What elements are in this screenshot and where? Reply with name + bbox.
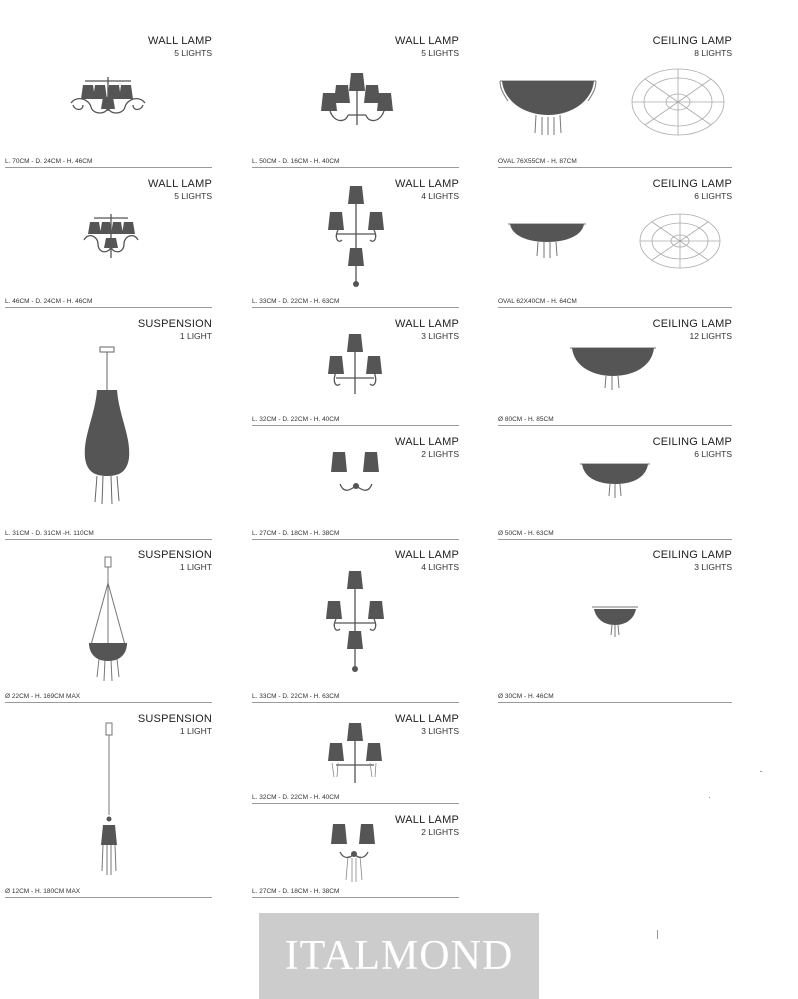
product-light-count: 6 LIGHTS: [694, 449, 732, 459]
product-wall-lamp-4a: [252, 178, 459, 308]
divider: [498, 307, 732, 308]
brand-logo: [259, 913, 539, 999]
product-title: CEILING LAMP: [652, 549, 732, 561]
product-title: WALL LAMP: [395, 318, 459, 330]
product-suspension-cone: [5, 713, 212, 898]
wall-lamp-3-crystal-icon: [328, 721, 382, 787]
product-light-count: 8 LIGHTS: [694, 48, 732, 58]
product-dimensions: OVAL 76X55CM - H. 87CM: [498, 158, 577, 165]
ceiling-lamp-oval-icon: [506, 218, 588, 258]
product-dimensions: L. 31CM - D. 31CM -H. 110CM: [5, 530, 94, 537]
product-ceiling-lamp-12: [498, 318, 732, 426]
product-title: WALL LAMP: [148, 178, 212, 190]
product-title: SUSPENSION: [137, 713, 212, 725]
divider: [5, 539, 212, 540]
speck-mark: [760, 771, 762, 772]
suspension-bowl-icon: [85, 555, 131, 685]
divider: [252, 539, 459, 540]
suspension-bell-icon: [83, 346, 131, 506]
divider: [498, 702, 732, 703]
brand-name: ITALMOND: [284, 933, 514, 979]
product-dimensions: L. 27CM - D. 18CM - H. 38CM: [252, 530, 340, 537]
product-ceiling-lamp-oval-6: [498, 178, 732, 308]
product-wall-lamp-2b: [252, 814, 459, 898]
product-wall-lamp-2a: [252, 436, 459, 540]
product-light-count: 1 LIGHT: [179, 562, 212, 572]
product-dimensions: Ø 22CM - H. 169CM MAX: [5, 693, 81, 700]
product-light-count: 2 LIGHTS: [421, 449, 459, 459]
divider: [498, 167, 732, 168]
product-title: WALL LAMP: [395, 178, 459, 190]
product-suspension-bowl: [5, 549, 212, 703]
wall-lamp-5-compact-icon: [80, 210, 142, 266]
divider: [252, 897, 459, 898]
ceiling-lamp-bowl-icon: [590, 601, 640, 637]
product-light-count: 6 LIGHTS: [694, 191, 732, 201]
divider: [252, 702, 459, 703]
product-ceiling-lamp-oval-8: [498, 35, 732, 168]
product-dimensions: Ø 50CM - H. 63CM: [498, 530, 554, 537]
product-title: WALL LAMP: [395, 436, 459, 448]
product-light-count: 12 LIGHTS: [689, 331, 732, 341]
product-wall-lamp-3b: [252, 713, 459, 804]
product-light-count: 5 LIGHTS: [174, 191, 212, 201]
product-title: WALL LAMP: [395, 549, 459, 561]
product-title: CEILING LAMP: [652, 178, 732, 190]
wall-lamp-3-icon: [328, 332, 382, 402]
product-title: WALL LAMP: [395, 713, 459, 725]
product-wall-lamp-70: [5, 35, 212, 168]
product-suspension-bell: [5, 318, 212, 540]
divider: [498, 539, 732, 540]
product-wall-lamp-4b: [252, 549, 459, 703]
product-ceiling-lamp-6b: [498, 436, 732, 540]
divider: [5, 307, 212, 308]
product-title: SUSPENSION: [137, 549, 212, 561]
ceiling-lamp-bowl-icon: [568, 342, 658, 390]
product-light-count: 1 LIGHT: [179, 726, 212, 736]
product-title: CEILING LAMP: [652, 318, 732, 330]
product-dimensions: Ø 12CM - H. 180CM MAX: [5, 888, 81, 895]
product-ceiling-lamp-3: [498, 549, 732, 703]
product-light-count: 5 LIGHTS: [174, 48, 212, 58]
product-dimensions: L. 32CM - D. 22CM - H. 40CM: [252, 416, 340, 423]
suspension-cone-icon: [97, 721, 121, 877]
product-wall-lamp-46: [5, 178, 212, 308]
wall-lamp-4-icon: [326, 569, 384, 673]
ceiling-lamp-bowl-icon: [578, 458, 652, 498]
speck-mark: [709, 797, 710, 798]
product-wall-lamp-50: [252, 35, 459, 168]
product-title: WALL LAMP: [148, 35, 212, 47]
speck-mark: [657, 930, 658, 939]
product-light-count: 3 LIGHTS: [421, 331, 459, 341]
product-title: WALL LAMP: [395, 35, 459, 47]
ceiling-lamp-oval-icon: [498, 75, 598, 135]
ceiling-plan-diagram-icon: [638, 212, 722, 270]
product-dimensions: L. 33CM - D. 22CM - H. 63CM: [252, 298, 340, 305]
divider: [5, 897, 212, 898]
product-title: CEILING LAMP: [652, 35, 732, 47]
wall-lamp-5-icon: [320, 69, 394, 131]
product-light-count: 5 LIGHTS: [421, 48, 459, 58]
divider: [252, 167, 459, 168]
product-dimensions: L. 70CM - D. 24CM - H. 46CM: [5, 158, 93, 165]
product-light-count: 3 LIGHTS: [694, 562, 732, 572]
product-dimensions: L. 27CM - D. 18CM - H. 38CM: [252, 888, 340, 895]
product-light-count: 4 LIGHTS: [421, 562, 459, 572]
product-dimensions: L. 32CM - D. 22CM - H. 40CM: [252, 794, 340, 801]
divider: [5, 702, 212, 703]
ceiling-plan-diagram-icon: [630, 67, 726, 137]
divider: [252, 425, 459, 426]
wall-lamp-5-wide-icon: [67, 67, 149, 129]
product-dimensions: L. 33CM - D. 22CM - H. 63CM: [252, 693, 340, 700]
product-title: SUSPENSION: [137, 318, 212, 330]
product-dimensions: Ø 30CM - H. 46CM: [498, 693, 554, 700]
product-dimensions: L. 50CM - D. 16CM - H. 40CM: [252, 158, 340, 165]
divider: [252, 803, 459, 804]
divider: [498, 425, 732, 426]
divider: [5, 167, 212, 168]
product-wall-lamp-3a: [252, 318, 459, 426]
product-light-count: 4 LIGHTS: [421, 191, 459, 201]
wall-lamp-4-icon: [328, 184, 384, 290]
product-dimensions: Ø 80CM - H. 85CM: [498, 416, 554, 423]
product-title: WALL LAMP: [395, 814, 459, 826]
product-dimensions: L. 46CM - D. 24CM - H. 46CM: [5, 298, 93, 305]
wall-lamp-2-crystal-icon: [330, 822, 378, 884]
product-dimensions: OVAL 62X40CM - H. 64CM: [498, 298, 577, 305]
product-light-count: 2 LIGHTS: [421, 827, 459, 837]
product-light-count: 3 LIGHTS: [421, 726, 459, 736]
divider: [252, 307, 459, 308]
product-light-count: 1 LIGHT: [179, 331, 212, 341]
product-title: CEILING LAMP: [652, 436, 732, 448]
wall-lamp-2-icon: [330, 450, 382, 504]
